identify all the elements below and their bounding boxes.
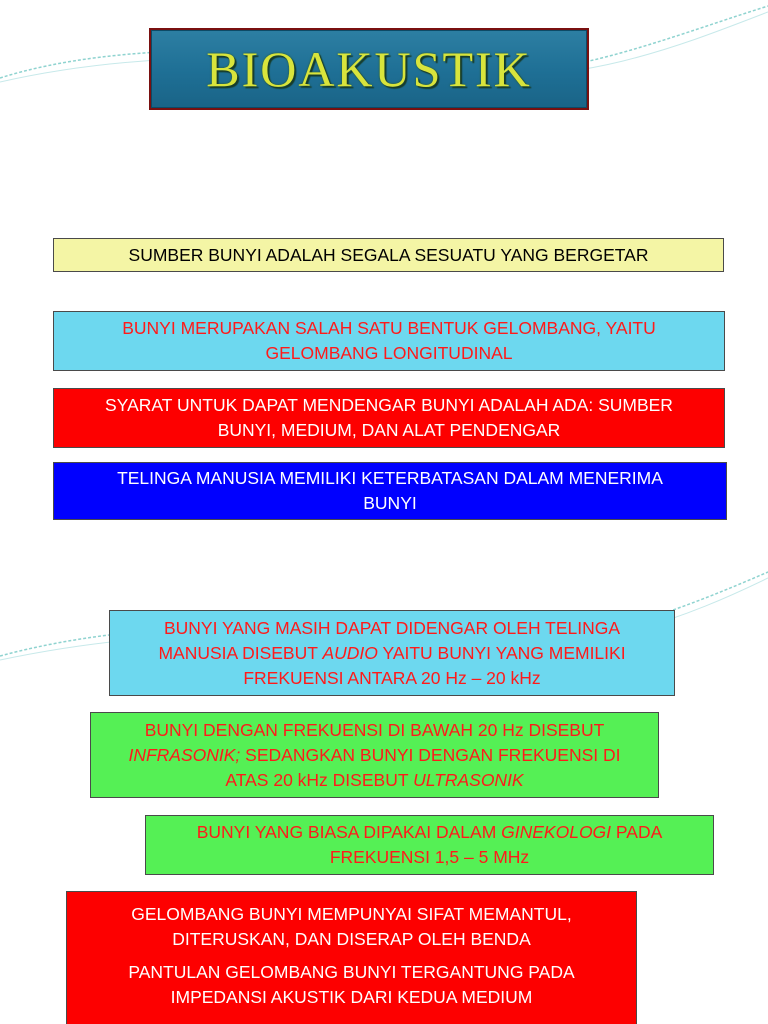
box-audio-line3: FREKUENSI ANTARA 20 Hz – 20 kHz [243, 667, 541, 688]
box-infrasonic-line1: BUNYI DENGAN FREKUENSI DI BAWAH 20 Hz DISEBUT [144, 719, 605, 740]
box-hearing-requirements-line2: BUNYI, MEDIUM, DAN ALAT PENDENGAR [217, 420, 561, 440]
box-ear-limitation-line1: TELINGA MANUSIA MEMILIKI KETERBATASAN DALAM MENERIMA [117, 468, 663, 488]
box-audio [109, 610, 675, 696]
box-audio-line1: BUNYI YANG MASIH DAPAT DIDENGAR OLEH TELINGA [163, 617, 621, 638]
box-gynecology [145, 815, 714, 875]
box-sound-wave-line1: BUNYI MERUPAKAN SALAH SATU BENTUK GELOMBANG, YAITU [122, 318, 656, 338]
box-audio-line2: MANUSIA DISEBUT AUDIO YAITU BUNYI YANG MEMILIKI [158, 642, 626, 663]
term-ultrasonik: ULTRASONIK [413, 769, 524, 790]
term-infrasonik: INFRASONIK; [128, 744, 241, 765]
box-infrasonic-line2: INFRASONIK; SEDANGKAN BUNYI DENGAN FREKUENSI DI [128, 744, 621, 765]
box-sound-source-text: SUMBER BUNYI ADALAH SEGALA SESUATU YANG BERGETAR [128, 244, 649, 265]
box-sound-source [53, 238, 724, 272]
term-audio: AUDIO [322, 642, 378, 663]
wave-properties-paragraph: GELOMBANG BUNYI MEMPUNYAI SIFAT MEMANTUL, DITERUSKAN, DAN DISERAP OLEH BENDA [131, 904, 572, 949]
box-infrasonic-line3: ATAS 20 kHz DISEBUT ULTRASONIK [225, 769, 524, 790]
box-sound-wave-line2: GELOMBANG LONGITUDINAL [265, 343, 513, 363]
box-gynecology-line1: BUNYI YANG BIASA DIPAKAI DALAM GINEKOLOGI PADA [196, 822, 663, 842]
box-gynecology-line2: FREKUENSI 1,5 – 5 MHz [329, 847, 530, 867]
page-title: BIOAKUSTIK [206, 41, 532, 97]
title-banner [149, 28, 589, 110]
box-hearing-requirements [53, 388, 725, 448]
box-ear-limitation [53, 462, 727, 520]
acoustic-impedance-paragraph: PANTULAN GELOMBANG BUNYI TERGANTUNG PADA IMPEDANSI AKUSTIK DARI KEDUA MEDIUM [128, 962, 575, 1007]
box-hearing-requirements-line1: SYARAT UNTUK DAPAT MENDENGAR BUNYI ADALAH ADA: SUMBER [105, 395, 673, 415]
term-ginekologi: GINEKOLOGI [501, 822, 612, 842]
box-wave-properties [66, 891, 637, 1024]
box-ear-limitation-line2: BUNYI [363, 493, 417, 513]
box-infrasonic-ultrasonic [90, 712, 659, 798]
box-sound-wave [53, 311, 725, 371]
